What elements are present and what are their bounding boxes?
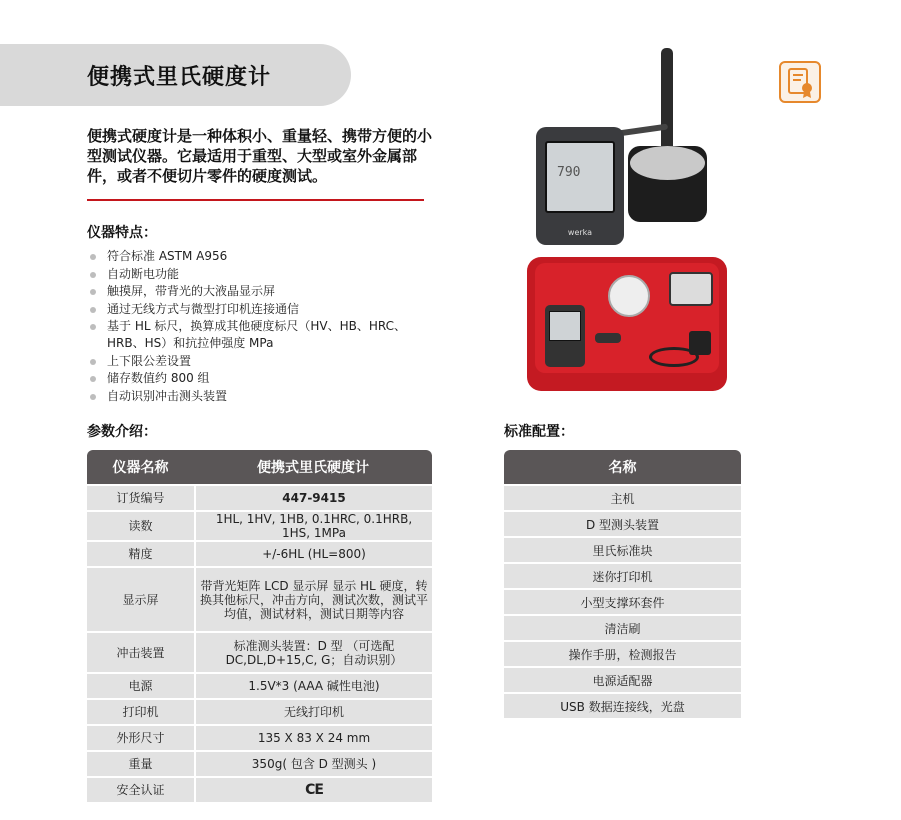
impact-probe bbox=[661, 48, 673, 158]
ce-mark-icon: CE bbox=[194, 778, 432, 802]
features-list bbox=[87, 248, 427, 405]
feature-item: 储存数值约 800 组 bbox=[87, 370, 427, 387]
intro-text: 便携式硬度计是一种体积小、重量轻、携带方便的小型测试仪器。它最适用于重型、大型或室外金属部件，或者不便切片零件的硬度测试。 bbox=[87, 127, 433, 185]
table-row bbox=[504, 616, 741, 640]
params-header-value: 便携式里氏硬度计 bbox=[194, 450, 432, 484]
table-row bbox=[87, 700, 432, 724]
config-header: 名称 bbox=[504, 450, 741, 484]
param-label: 读数 bbox=[87, 512, 194, 540]
config-item: 操作手册，检测报告 bbox=[504, 642, 741, 666]
page-title: 便携式里氏硬度计 bbox=[87, 64, 272, 90]
table-row bbox=[87, 542, 432, 566]
feature-item: 上下限公差设置 bbox=[87, 353, 427, 370]
params-table bbox=[87, 448, 432, 804]
param-value: 1HL, 1HV, 1HB, 0.1HRC, 0.1HRB, 1HS, 1MPa bbox=[194, 512, 432, 540]
param-label: 外形尺寸 bbox=[87, 726, 194, 750]
feature-item: 符合标准 ASTM A956 bbox=[87, 248, 427, 265]
table-row bbox=[504, 538, 741, 562]
config-item: 清洁刷 bbox=[504, 616, 741, 640]
config-item: 电源适配器 bbox=[504, 668, 741, 692]
table-row bbox=[504, 564, 741, 588]
param-value: 135 X 83 X 24 mm bbox=[194, 726, 432, 750]
feature-item: 基于 HL 标尺，换算成其他硬度标尺（HV、HB、HRC、HRB、HS）和抗拉伸强度 MPa bbox=[87, 318, 427, 352]
param-label: 打印机 bbox=[87, 700, 194, 724]
params-title: 参数介绍： bbox=[87, 424, 157, 440]
config-item: USB 数据连接线，光盘 bbox=[504, 694, 741, 718]
feature-item: 触摸屏，带背光的大液晶显示屏 bbox=[87, 283, 427, 300]
feature-item: 自动断电功能 bbox=[87, 266, 427, 283]
param-value: 无线打印机 bbox=[194, 700, 432, 724]
feature-item: 自动识别冲击测头装置 bbox=[87, 388, 427, 405]
test-block bbox=[628, 146, 707, 222]
title-banner bbox=[0, 44, 351, 106]
device-reading: 790 bbox=[557, 165, 581, 180]
param-value: 1.5V*3 (AAA 碱性电池) bbox=[194, 674, 432, 698]
config-item: 迷你打印机 bbox=[504, 564, 741, 588]
param-label: 重量 bbox=[87, 752, 194, 776]
param-value: 带背光矩阵 LCD 显示屏 显示 HL 硬度，转换其他标尺，冲击方向，测试次数，测试平均值，测试材料，测试日期等内容 bbox=[194, 568, 432, 631]
table-row bbox=[87, 633, 432, 672]
param-label: 安全认证 bbox=[87, 778, 194, 802]
table-row bbox=[87, 486, 432, 510]
param-label: 电源 bbox=[87, 674, 194, 698]
config-table bbox=[504, 448, 741, 720]
features-title: 仪器特点： bbox=[87, 225, 157, 241]
table-row bbox=[87, 568, 432, 631]
feature-item: 通过无线方式与微型打印机连接通信 bbox=[87, 301, 427, 318]
param-label: 显示屏 bbox=[87, 568, 194, 631]
table-row bbox=[504, 486, 741, 510]
param-value: 447-9415 bbox=[194, 486, 432, 510]
param-label: 精度 bbox=[87, 542, 194, 566]
device-screen bbox=[545, 141, 615, 213]
table-row bbox=[87, 778, 432, 802]
table-row bbox=[87, 674, 432, 698]
param-value: 标准测头装置：D 型 （可选配 DC,DL,D+15,C, G；自动识别） bbox=[194, 633, 432, 672]
config-item: 里氏标准块 bbox=[504, 538, 741, 562]
param-value: +/-6HL (HL=800) bbox=[194, 542, 432, 566]
param-label: 订货编号 bbox=[87, 486, 194, 510]
carrying-case-photo bbox=[527, 257, 727, 391]
table-row bbox=[87, 512, 432, 540]
certificate-icon bbox=[779, 61, 821, 103]
table-row bbox=[87, 752, 432, 776]
table-row bbox=[504, 512, 741, 536]
params-header-name: 仪器名称 bbox=[87, 450, 194, 484]
config-item: 主机 bbox=[504, 486, 741, 510]
param-label: 冲击装置 bbox=[87, 633, 194, 672]
divider bbox=[87, 199, 424, 201]
hardness-tester-device bbox=[536, 127, 624, 245]
device-brand: werka bbox=[567, 228, 593, 237]
config-item: D 型测头装置 bbox=[504, 512, 741, 536]
table-row bbox=[87, 726, 432, 750]
table-row bbox=[504, 668, 741, 692]
table-row bbox=[504, 590, 741, 614]
config-title: 标准配置： bbox=[504, 424, 574, 440]
table-row bbox=[504, 642, 741, 666]
param-value: 350g( 包含 D 型测头 ) bbox=[194, 752, 432, 776]
table-row bbox=[504, 694, 741, 718]
config-item: 小型支撑环套件 bbox=[504, 590, 741, 614]
